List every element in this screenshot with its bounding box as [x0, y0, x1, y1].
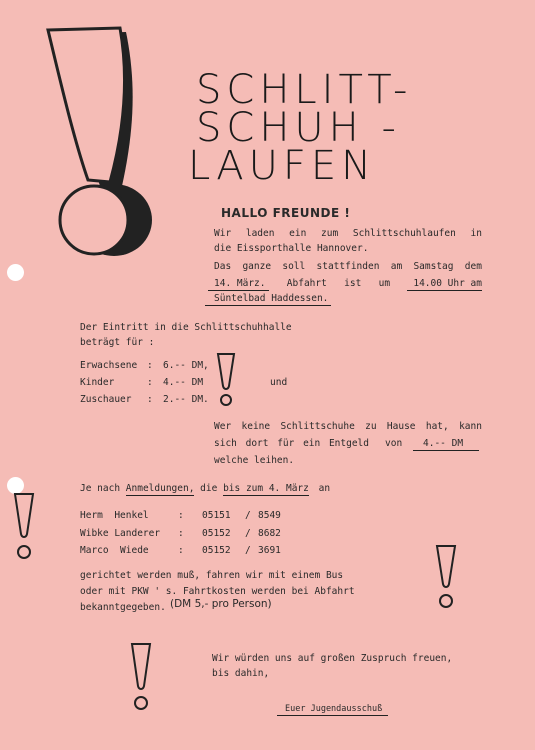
- transport-line-2: oder mit PKW ' s. Fahrtkosten werden bei Abfahrt: [80, 586, 355, 597]
- contact-colon: :: [178, 528, 184, 539]
- intro-word: soll: [282, 261, 306, 272]
- intro-word: ganze: [242, 261, 272, 272]
- intro-line-1: [214, 229, 482, 239]
- rental-word: kann: [459, 421, 482, 432]
- price-value-adult: 6.-- DM,: [163, 360, 209, 371]
- contact-sep: /: [245, 510, 251, 521]
- contact-colon: :: [178, 545, 184, 556]
- contact-number: 3691: [258, 545, 281, 556]
- intro-line-2: die Eissporthalle Hannover.: [214, 243, 369, 254]
- contact-sep: /: [245, 545, 251, 556]
- transport-line-3: bekanntgegeben.: [80, 602, 166, 613]
- intro-word: Das: [214, 261, 232, 272]
- contact-name: Wibke Landerer: [80, 528, 161, 539]
- intro-word: ein: [289, 228, 307, 239]
- departure-time: 14.00 Uhr am: [407, 279, 482, 291]
- event-date: 14. März.: [208, 279, 269, 291]
- intro-word: in: [470, 228, 482, 239]
- contact-area: 05151: [202, 510, 231, 521]
- contact-sep: /: [245, 528, 251, 539]
- rental-word: keine: [241, 421, 271, 432]
- exclamation-icon: [128, 640, 154, 714]
- intro-word: stattfinden: [316, 261, 380, 272]
- price-colon: :: [147, 394, 153, 405]
- contact-name: Marco Wiede: [80, 545, 149, 556]
- rental-line-3: welche leihen.: [214, 455, 295, 466]
- title-line-3: LAUFEN: [188, 143, 377, 189]
- intro-word: ist: [344, 278, 362, 289]
- registration-line: [80, 484, 330, 494]
- price-label-adult: Erwachsene: [80, 360, 138, 371]
- departure-place: Süntelbad Haddessen.: [205, 294, 331, 306]
- intro-word: Samstag: [413, 261, 454, 272]
- registration-text: an: [318, 483, 331, 494]
- entry-line-1: Der Eintritt in die Schlittschuhhalle: [80, 322, 292, 333]
- rental-word: Schlittschuhe: [280, 421, 355, 432]
- punch-hole-top: [7, 264, 24, 281]
- und-text: und: [270, 377, 288, 388]
- closing-line-2: bis dahin,: [212, 668, 270, 679]
- title-line-2: SCHUH -: [196, 105, 401, 151]
- intro-word: dem: [464, 261, 482, 272]
- contact-number: 8682: [258, 528, 281, 539]
- intro-word: am: [390, 261, 403, 272]
- rental-line-2a: sich dort für ein Entgeld: [214, 438, 369, 449]
- intro-word: laden: [245, 228, 275, 239]
- price-colon: :: [147, 377, 153, 388]
- intro-word: Abfahrt: [286, 278, 327, 289]
- contact-area: 05152: [202, 545, 231, 556]
- rental-word: Hause: [386, 421, 416, 432]
- contact-number: 8549: [258, 510, 281, 521]
- contact-name: Herm Henkel: [80, 510, 149, 521]
- contact-colon: :: [178, 510, 184, 521]
- price-value-child: 4.-- DM: [163, 377, 204, 388]
- big-exclamation-icon: [30, 20, 160, 260]
- registration-deadline: bis zum 4. März: [223, 483, 309, 494]
- rental-word: Wer: [214, 421, 232, 432]
- intro-line-3: [214, 262, 482, 272]
- intro-word: um: [378, 278, 391, 289]
- intro-line-4: [208, 279, 482, 291]
- exclamation-icon: [12, 490, 36, 562]
- exclamation-icon: [434, 542, 458, 612]
- registration-text: die: [200, 483, 218, 494]
- intro-word: Wir: [214, 228, 232, 239]
- contact-area: 05152: [202, 528, 231, 539]
- title-line-1: SCHLITT-: [196, 67, 413, 113]
- price-label-spectator: Zuschauer: [80, 394, 132, 405]
- closing-line-1: Wir würden uns auf großen Zuspruch freuen,: [212, 653, 453, 664]
- greeting: HALLO FREUNDE !: [221, 206, 351, 220]
- intro-word: zum: [321, 228, 339, 239]
- intro-word: Schlittschuhlaufen: [352, 228, 456, 239]
- rental-line-1: [214, 422, 482, 432]
- transport-note: (DM 5,- pro Person): [170, 598, 272, 610]
- registration-text: Je nach: [80, 483, 121, 494]
- price-value-spectator: 2.-- DM.: [163, 394, 209, 405]
- entry-line-2: beträgt für :: [80, 337, 155, 348]
- price-label-child: Kinder: [80, 377, 115, 388]
- exclamation-icon: [214, 350, 238, 410]
- transport-line-1: gerichtet werden muß, fahren wir mit einem Bus: [80, 570, 344, 581]
- price-colon: :: [147, 360, 153, 371]
- rental-line-2b: von: [385, 438, 403, 449]
- registration-emphasis: Anmeldungen,: [125, 483, 195, 494]
- signature: Euer Jugendausschuß: [277, 705, 388, 716]
- rental-word: hat,: [425, 421, 449, 432]
- rental-word: zu: [365, 421, 377, 432]
- rental-amount: 4.-- DM: [413, 439, 479, 451]
